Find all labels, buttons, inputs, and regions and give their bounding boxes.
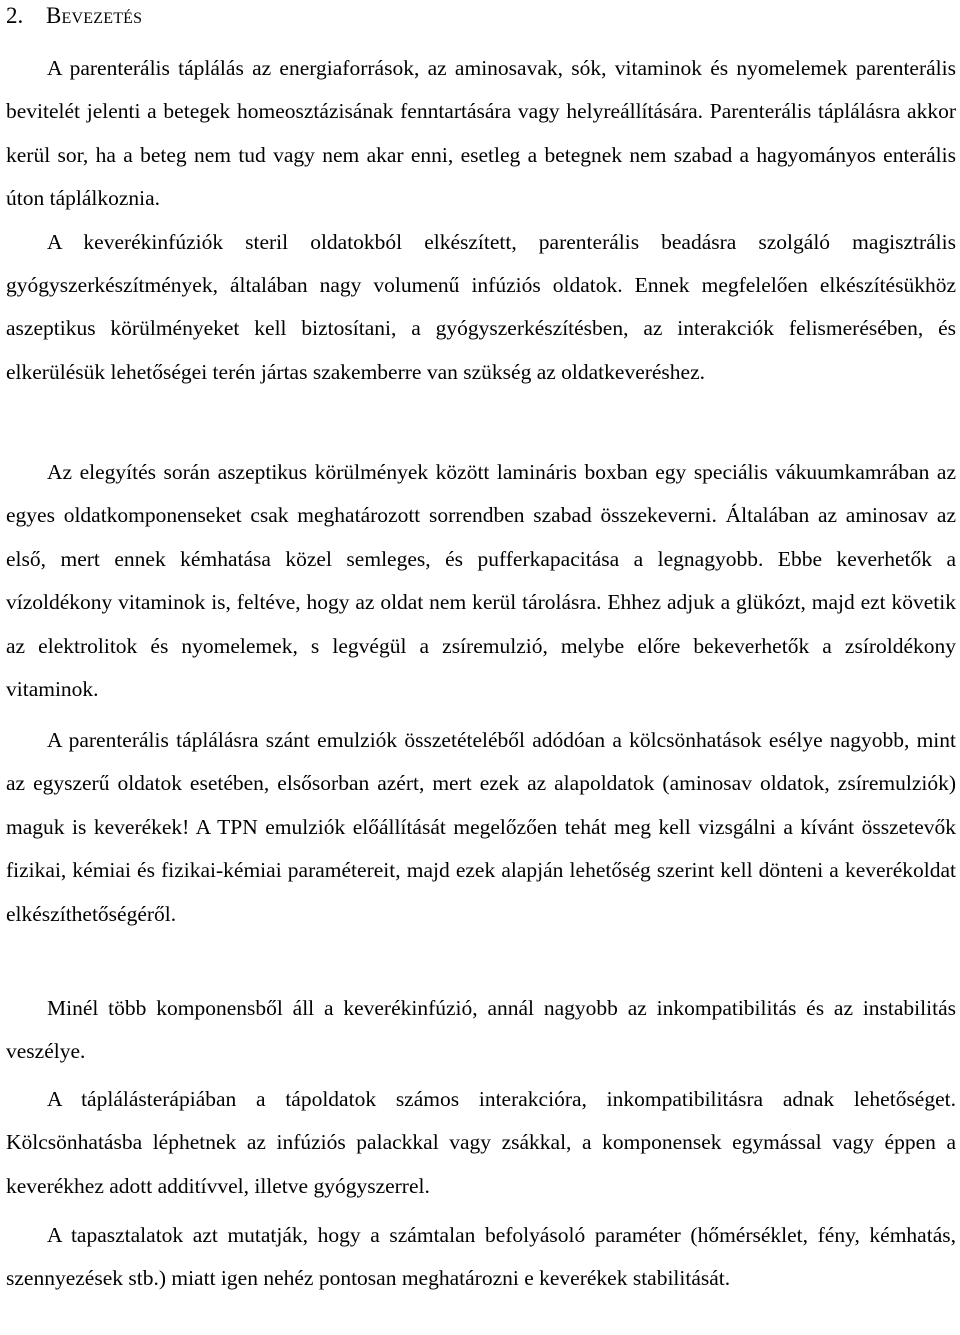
document-page <box>6 0 956 1291</box>
paragraph-run: A parenterális táplálásra szánt emulziók összetételéből adódóan a kölcsönhatások esélye nagyobb, mint az egyszerű oldatok esetében, elsősorban azért, mert ezek az alapoldatok (aminosav oldatok, zsíremulziók) maguk is keverékek! A TPN emulziók előállítását megelőzően tehát meg kell vizsgálni a kívánt összetevők fizikai, kémiai és fizikai-kémiai paramétereit, majd ezek alapján lehetőség szerint kell dönteni a keverékoldat elkészíthetőségéről. <box>6 728 956 926</box>
paragraph-interactions <box>6 1078 956 1208</box>
paragraph-mixing-order <box>6 451 956 711</box>
paragraph-text <box>6 1078 956 1208</box>
paragraph-stability <box>6 1214 956 1301</box>
paragraph-text <box>6 719 956 936</box>
paragraph-text <box>6 47 956 221</box>
sentence-definition: A parenterális táplálás az energiaforrások, az aminosavak, sók, vitaminok és nyomelemek parenterális bevitelét jelenti a betegek homeosztázisának fenntartására vagy helyreállítására. <box>6 56 956 124</box>
sentence-indication: Parenterális táplálásra akkor kerül sor, ha a beteg nem tud vagy nem akar enni, esetleg a betegnek nem szabad a hagyományos enterális úton táplálkoznia. <box>6 99 956 211</box>
section-heading <box>6 0 956 30</box>
paragraph-text <box>6 451 956 711</box>
heading-number: 2. <box>6 3 24 28</box>
paragraph-run: Az elegyítés során aszeptikus körülmények között lamináris boxban egy speciális vákuumkamrában az egyes oldatkomponenseket csak meghatározott sorrendben szabad összekeverni. Általában az aminosav az első, mert ennek kémhatása közel semleges, és pufferkapacitása a legnagyobb. Ebbe keverhetők a vízoldékony vitaminok is, feltéve, hogy az oldat nem kerül tárolásra. Ehhez adjuk a glükózt, majd ezt követik az elektrolitok és nyomelemek, s legvégül a zsíremulzió, melybe előre bekeverhetők a zsíroldékony vitaminok. <box>6 460 956 702</box>
paragraph-emulsions <box>6 719 956 936</box>
sentence-mixtures: A keverékinfúziók steril oldatokból elkészített, parenterális beadásra szolgáló magisztrális gyógyszerkészítmények, általában nagy volumenű infúziós oldatok. Ennek megfelelően elkészítésükhöz aszeptikus körülményeket kell biztosítani, a gyógyszerkészítésben, az interakciók felismerésében, és elkerülésük lehetőségei terén jártas szakemberre van szükség az oldatkeveréshez. <box>6 229 956 384</box>
paragraph-components <box>6 987 956 1074</box>
heading-title: Bevezetés <box>46 3 143 28</box>
paragraph-run: A táplálásterápiában a tápoldatok számos interakcióra, inkompatibilitásra adnak lehetőséget. Kölcsönhatásba léphetnek az infúziós palackkal vagy zsákkal, a komponensek egymással vagy éppen a keverékhez adott additívvel, illetve gyógyszerrel. <box>6 1087 956 1198</box>
paragraph-run: A tapasztalatok azt mutatják, hogy a számtalan befolyásoló paraméter (hőmérséklet, fény, kémhatás, szennyezések stb.) miatt igen nehéz pontosan meghatározni e keverékek stabilitását. <box>6 1223 956 1291</box>
paragraph-text <box>6 1214 956 1301</box>
paragraph-run: Minél több komponensből áll a keverékinfúzió, annál nagyobb az inkompatibilitás és az instabilitás veszélye. <box>6 996 956 1064</box>
paragraph-text <box>6 221 956 395</box>
paragraph-text <box>6 987 956 1074</box>
paragraph-intro <box>6 47 956 394</box>
